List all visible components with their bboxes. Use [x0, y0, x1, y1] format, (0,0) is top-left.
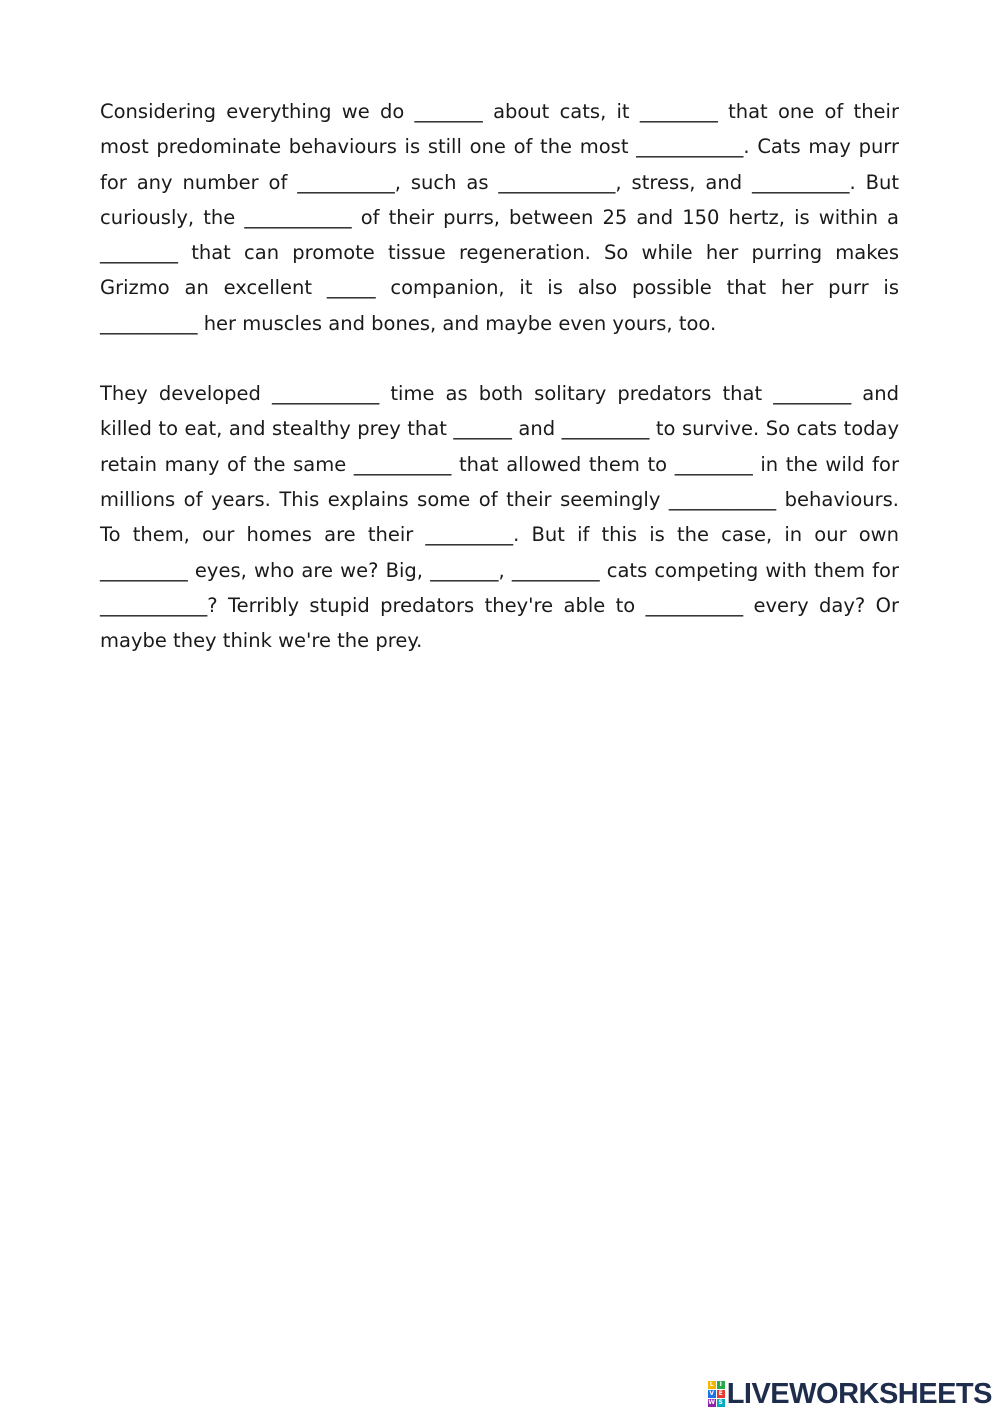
logo-blocks-icon — [708, 1381, 725, 1407]
logo-block: E — [718, 1390, 723, 1397]
paragraph-predators: They developed ___________ time as both solitary predators that ________ and killed to eat, and stealthy prey that ______ and _________ to survive. So cats today retain many of the same __________ that allowed them to ________ in the wild for millions of years. This explains some of their seemingly ___________ behaviours. To them, our homes are their _________. But if this is the case, in our own _________ eyes, who are we? Big, _______, _________ cats competing with them for ___________? Terribly stupid predators they're able to __________ every day? Or maybe they think we're the prey. — [100, 382, 899, 653]
liveworksheets-logo[interactable] — [708, 1378, 992, 1410]
logo-block: W — [708, 1399, 715, 1406]
logo-block: L — [708, 1381, 716, 1389]
logo-block: S — [718, 1399, 723, 1406]
worksheet-text — [100, 94, 899, 658]
paragraph-purring: Considering everything we do _______ about cats, it ________ that one of their most predominate behaviours is still one of the most ___________. Cats may purr for any number of __________, such as ____________, stress, and __________. But curiously, the ___________ of their purrs, between 25 and 150 hertz, is within a ________ that can promote tissue regeneration. So while her purring makes Grizmo an excellent _____ companion, it is also possible that her purr is __________ her muscles and bones, and maybe even yours, too. — [100, 100, 899, 335]
logo-block: V — [709, 1390, 715, 1397]
logo-wordmark: LIVEWORKSHEETS — [726, 1378, 992, 1410]
logo-block: I — [717, 1381, 725, 1389]
